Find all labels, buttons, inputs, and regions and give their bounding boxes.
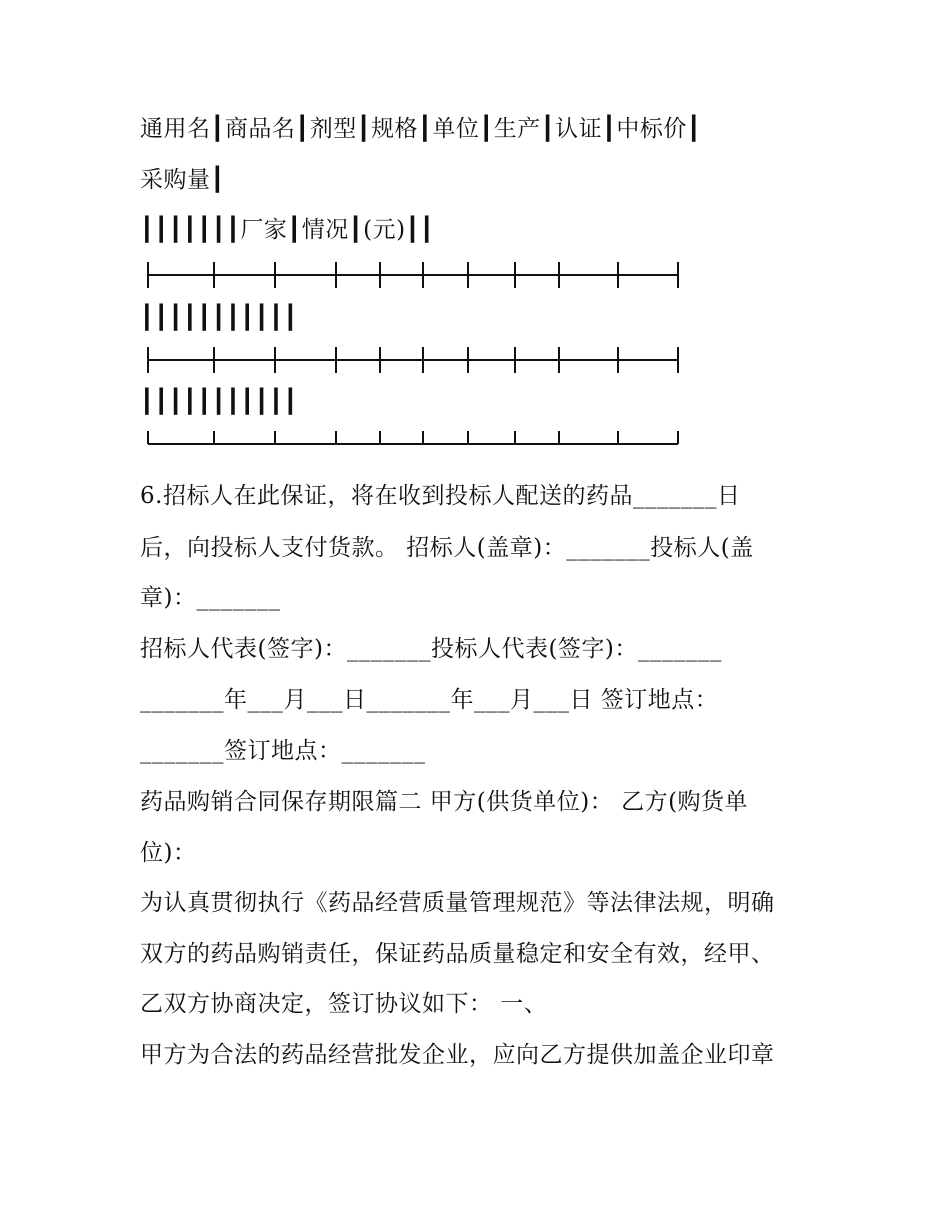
section6-line-5: _______年___月___日_______年___月___日 签订地点：: [140, 687, 719, 713]
chapter2-line-1: 药品购销合同保存期限篇二 甲方(供货单位)： 乙方(购货单: [140, 789, 749, 815]
table-empty-row-1: ┃┃┃┃┃┃┃┃┃┃┃: [140, 305, 298, 331]
chapter2-line-4: 双方的药品购销责任，保证药品质量稳定和安全有效，经甲、: [140, 941, 775, 967]
table-rule-top: [140, 260, 680, 290]
section6-line-6: _______签订地点：_______: [140, 738, 426, 764]
table-header-row-2: 采购量┃: [140, 167, 225, 193]
table-rule-middle: [140, 345, 680, 375]
section6-line-4: 招标人代表(签字)：_______投标人代表(签字)：_______: [140, 636, 722, 662]
table-empty-row-2: ┃┃┃┃┃┃┃┃┃┃┃: [140, 389, 298, 415]
table-rule-top-svg: [140, 260, 680, 290]
chapter2-line-3: 为认真贯彻执行《药品经营质量管理规范》等法律法规，明确: [140, 890, 775, 916]
chapter2-line-2: 位)：: [140, 840, 197, 866]
table-rule-bottom: [140, 427, 680, 457]
table-rule-bottom-svg: [140, 427, 680, 457]
table-rule-middle-svg: [140, 345, 680, 375]
section6-line-1: 6.招标人在此保证，将在收到投标人配送的药品_______日: [140, 483, 741, 509]
section6-line-2: 后，向投标人支付货款。 招标人(盖章)：_______投标人(盖: [140, 535, 754, 561]
table-header-row-1: 通用名┃商品名┃剂型┃规格┃单位┃生产┃认证┃中标价┃: [140, 116, 702, 142]
table-header-row-3: ┃┃┃┃┃┃┃厂家┃情况┃(元)┃┃: [140, 217, 435, 243]
section6-line-3: 章)：_______: [140, 585, 281, 611]
chapter2-line-5: 乙双方协商决定，签订协议如下： 一、: [140, 991, 548, 1017]
chapter2-line-6: 甲方为合法的药品经营批发企业，应向乙方提供加盖企业印章: [140, 1042, 775, 1068]
